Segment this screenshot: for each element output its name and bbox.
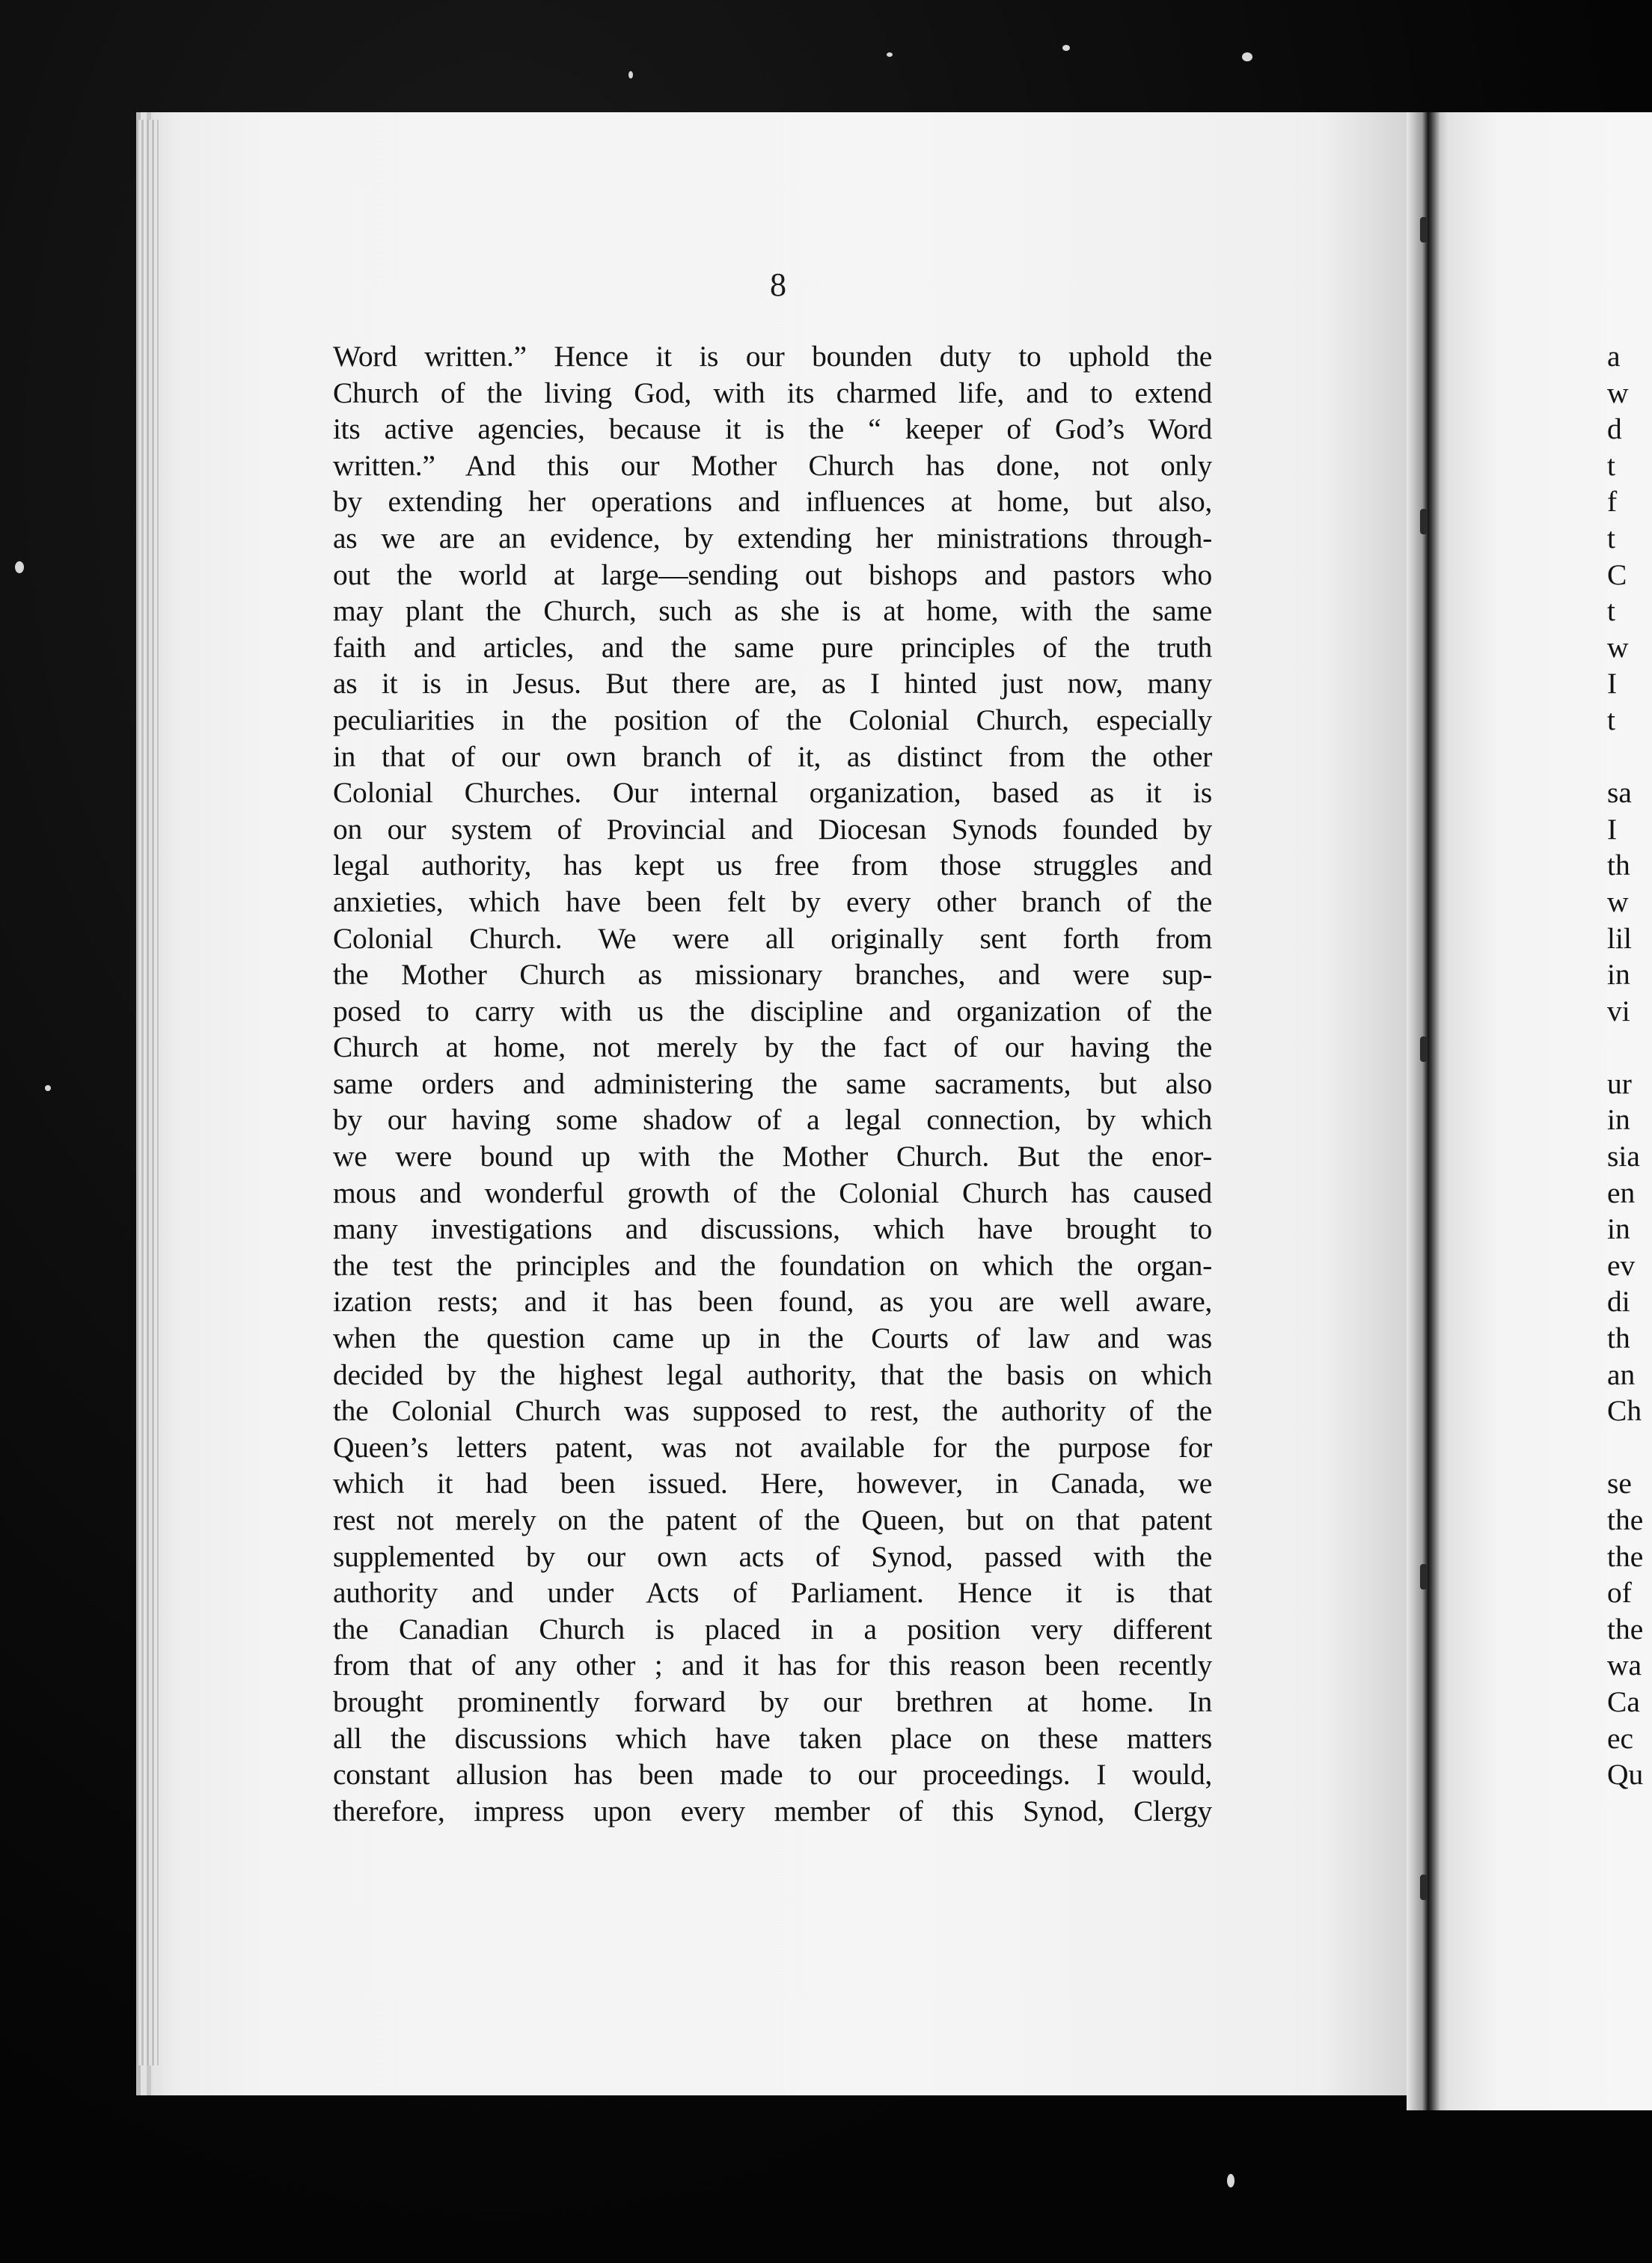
facing-page-fragment: wa [1607, 1649, 1642, 1682]
text-line: Church of the living God, with its charmed life, and to extend [333, 376, 1212, 409]
facing-page-fragment: w [1607, 376, 1629, 409]
facing-page-fragment: Ch [1607, 1394, 1642, 1428]
text-line: supplemented by our own acts of Synod, passed with the [333, 1539, 1212, 1573]
binding-stitch [1420, 1036, 1428, 1062]
facing-page-fragment: th [1607, 1322, 1630, 1355]
text-line: Colonial Churches. Our internal organization, based as it is [333, 776, 1212, 810]
facing-page-fragment: se [1607, 1467, 1632, 1500]
text-line: by our having some shadow of a legal connection, by which [333, 1103, 1212, 1137]
text-line: anxieties, which have been felt by every other branch of the [333, 885, 1212, 918]
facing-page-fragment: of [1607, 1576, 1632, 1610]
facing-page-fragment: Qu [1607, 1758, 1644, 1792]
facing-page-fragment: t [1607, 448, 1615, 482]
facing-page-fragment: in [1607, 1103, 1630, 1137]
text-line: which it had been issued. Here, however, in Canada, we [333, 1467, 1212, 1500]
facing-page-fragment: Ca [1607, 1685, 1640, 1718]
text-line: its active agencies, because it is the “ keeper of God’s Word [333, 412, 1212, 446]
text-line: the Colonial Church was supposed to rest, the authority of the [333, 1394, 1212, 1428]
text-line: the Mother Church as missionary branches, and were sup- [333, 958, 1212, 992]
facing-page-fragment: ev [1607, 1248, 1636, 1282]
text-line: authority and under Acts of Parliament. Hence it is that [333, 1576, 1212, 1610]
facing-page-fragment: the [1607, 1539, 1644, 1573]
text-line: legal authority, has kept us free from those struggles and [333, 849, 1212, 882]
dust-speck [45, 1085, 51, 1091]
facing-page-fragment: th [1607, 849, 1630, 882]
text-line: Word written.” Hence it is our bounden duty to uphold the [333, 340, 1212, 373]
facing-page-fragment: f [1607, 485, 1618, 519]
text-line: mous and wonderful growth of the Colonial Church has caused [333, 1176, 1212, 1209]
page-edge-stack [136, 120, 159, 2065]
facing-page-fragment [1607, 739, 1652, 775]
dust-speck [887, 52, 893, 57]
dust-speck [1242, 52, 1252, 61]
facing-page-text [1607, 338, 1652, 1793]
text-line: may plant the Church, such as she is at home, with the same [333, 594, 1212, 628]
text-line: constant allusion has been made to our proceedings. I would, [333, 1758, 1212, 1792]
facing-page-fragment: I [1607, 667, 1618, 700]
facing-page-fragment: vi [1607, 994, 1630, 1027]
binding-stitch [1420, 1564, 1428, 1589]
facing-page-fragment: C [1607, 558, 1627, 591]
text-line: written.” And this our Mother Church has done, not only [333, 448, 1212, 482]
text-line: as it is in Jesus. But there are, as I hinted just now, many [333, 667, 1212, 700]
text-line: when the question came up in the Courts of law and was [333, 1322, 1212, 1355]
facing-page-fragment: w [1607, 630, 1629, 664]
text-line: the Canadian Church is placed in a position very different [333, 1612, 1212, 1646]
text-line: on our system of Provincial and Diocesan Synods founded by [333, 812, 1212, 846]
text-line: brought prominently forward by our brethren at home. In [333, 1685, 1212, 1718]
facing-page-fragment: t [1607, 594, 1615, 628]
text-line: same orders and administering the same sacraments, but also [333, 1066, 1212, 1100]
facing-page-fragment: t [1607, 521, 1615, 555]
text-line: in that of our own branch of it, as distinct from the other [333, 739, 1212, 773]
facing-page-fragment [1607, 1029, 1652, 1066]
facing-page-fragment: in [1607, 1212, 1630, 1246]
text-line: peculiarities in the position of the Colonial Church, especially [333, 703, 1212, 736]
text-line: from that of any other ; and it has for this reason been recently [333, 1649, 1212, 1682]
binding-stitch [1420, 1875, 1428, 1900]
text-line: posed to carry with us the discipline and organization of the [333, 994, 1212, 1027]
text-line: faith and articles, and the same pure principles of the truth [333, 630, 1212, 664]
facing-page-fragment: di [1607, 1285, 1630, 1319]
facing-page-fragment: the [1607, 1503, 1644, 1536]
facing-page-fragment: t [1607, 703, 1615, 736]
facing-page-fragment: ur [1607, 1066, 1632, 1100]
facing-page-fragment: en [1607, 1176, 1636, 1209]
text-line: ization rests; and it has been found, as you are well aware, [333, 1285, 1212, 1319]
dust-speck [15, 561, 24, 573]
text-line: the test the principles and the foundation on which the organ- [333, 1248, 1212, 1282]
facing-page-fragment: w [1607, 885, 1629, 918]
page-number: 8 [770, 266, 786, 303]
text-line: out the world at large—sending out bishops and pastors who [333, 558, 1212, 591]
facing-page-fragment: ec [1607, 1721, 1634, 1755]
facing-page-fragment: a [1607, 340, 1621, 373]
binding-stitch [1420, 217, 1428, 242]
text-line: as we are an evidence, by extending her ministrations through- [333, 521, 1212, 555]
dust-speck [1227, 2174, 1235, 2187]
text-line: all the discussions which have taken place on these matters [333, 1721, 1212, 1755]
facing-page-fragment [1607, 1429, 1652, 1466]
book-gutter [1407, 112, 1451, 2110]
text-line: rest not merely on the patent of the Queen, but on that patent [333, 1503, 1212, 1536]
text-line: by extending her operations and influences at home, but also, [333, 485, 1212, 519]
text-line: we were bound up with the Mother Church. But the enor- [333, 1140, 1212, 1173]
facing-page-fragment: lil [1607, 921, 1632, 955]
dust-speck [628, 71, 633, 79]
text-line: Queen’s letters patent, was not available for the purpose for [333, 1430, 1212, 1464]
text-line: Church at home, not merely by the fact of our having the [333, 1030, 1212, 1064]
facing-page-fragment: sa [1607, 776, 1632, 810]
facing-page-fragment: the [1607, 1612, 1644, 1646]
text-line: many investigations and discussions, which have brought to [333, 1212, 1212, 1246]
facing-page-fragment: sia [1607, 1140, 1640, 1173]
text-line: therefore, impress upon every member of this Synod, Clergy [333, 1794, 1212, 1827]
dust-speck [1062, 45, 1070, 51]
facing-page-fragment: I [1607, 812, 1618, 846]
facing-page-fragment: an [1607, 1358, 1636, 1391]
text-line: Colonial Church. We were all originally sent forth from [333, 921, 1212, 955]
text-line: decided by the highest legal authority, that the basis on which [333, 1358, 1212, 1391]
facing-page-fragment: d [1607, 412, 1622, 446]
body-text [333, 338, 1212, 1829]
binding-stitch [1420, 509, 1428, 534]
facing-page-fragment: in [1607, 958, 1630, 992]
